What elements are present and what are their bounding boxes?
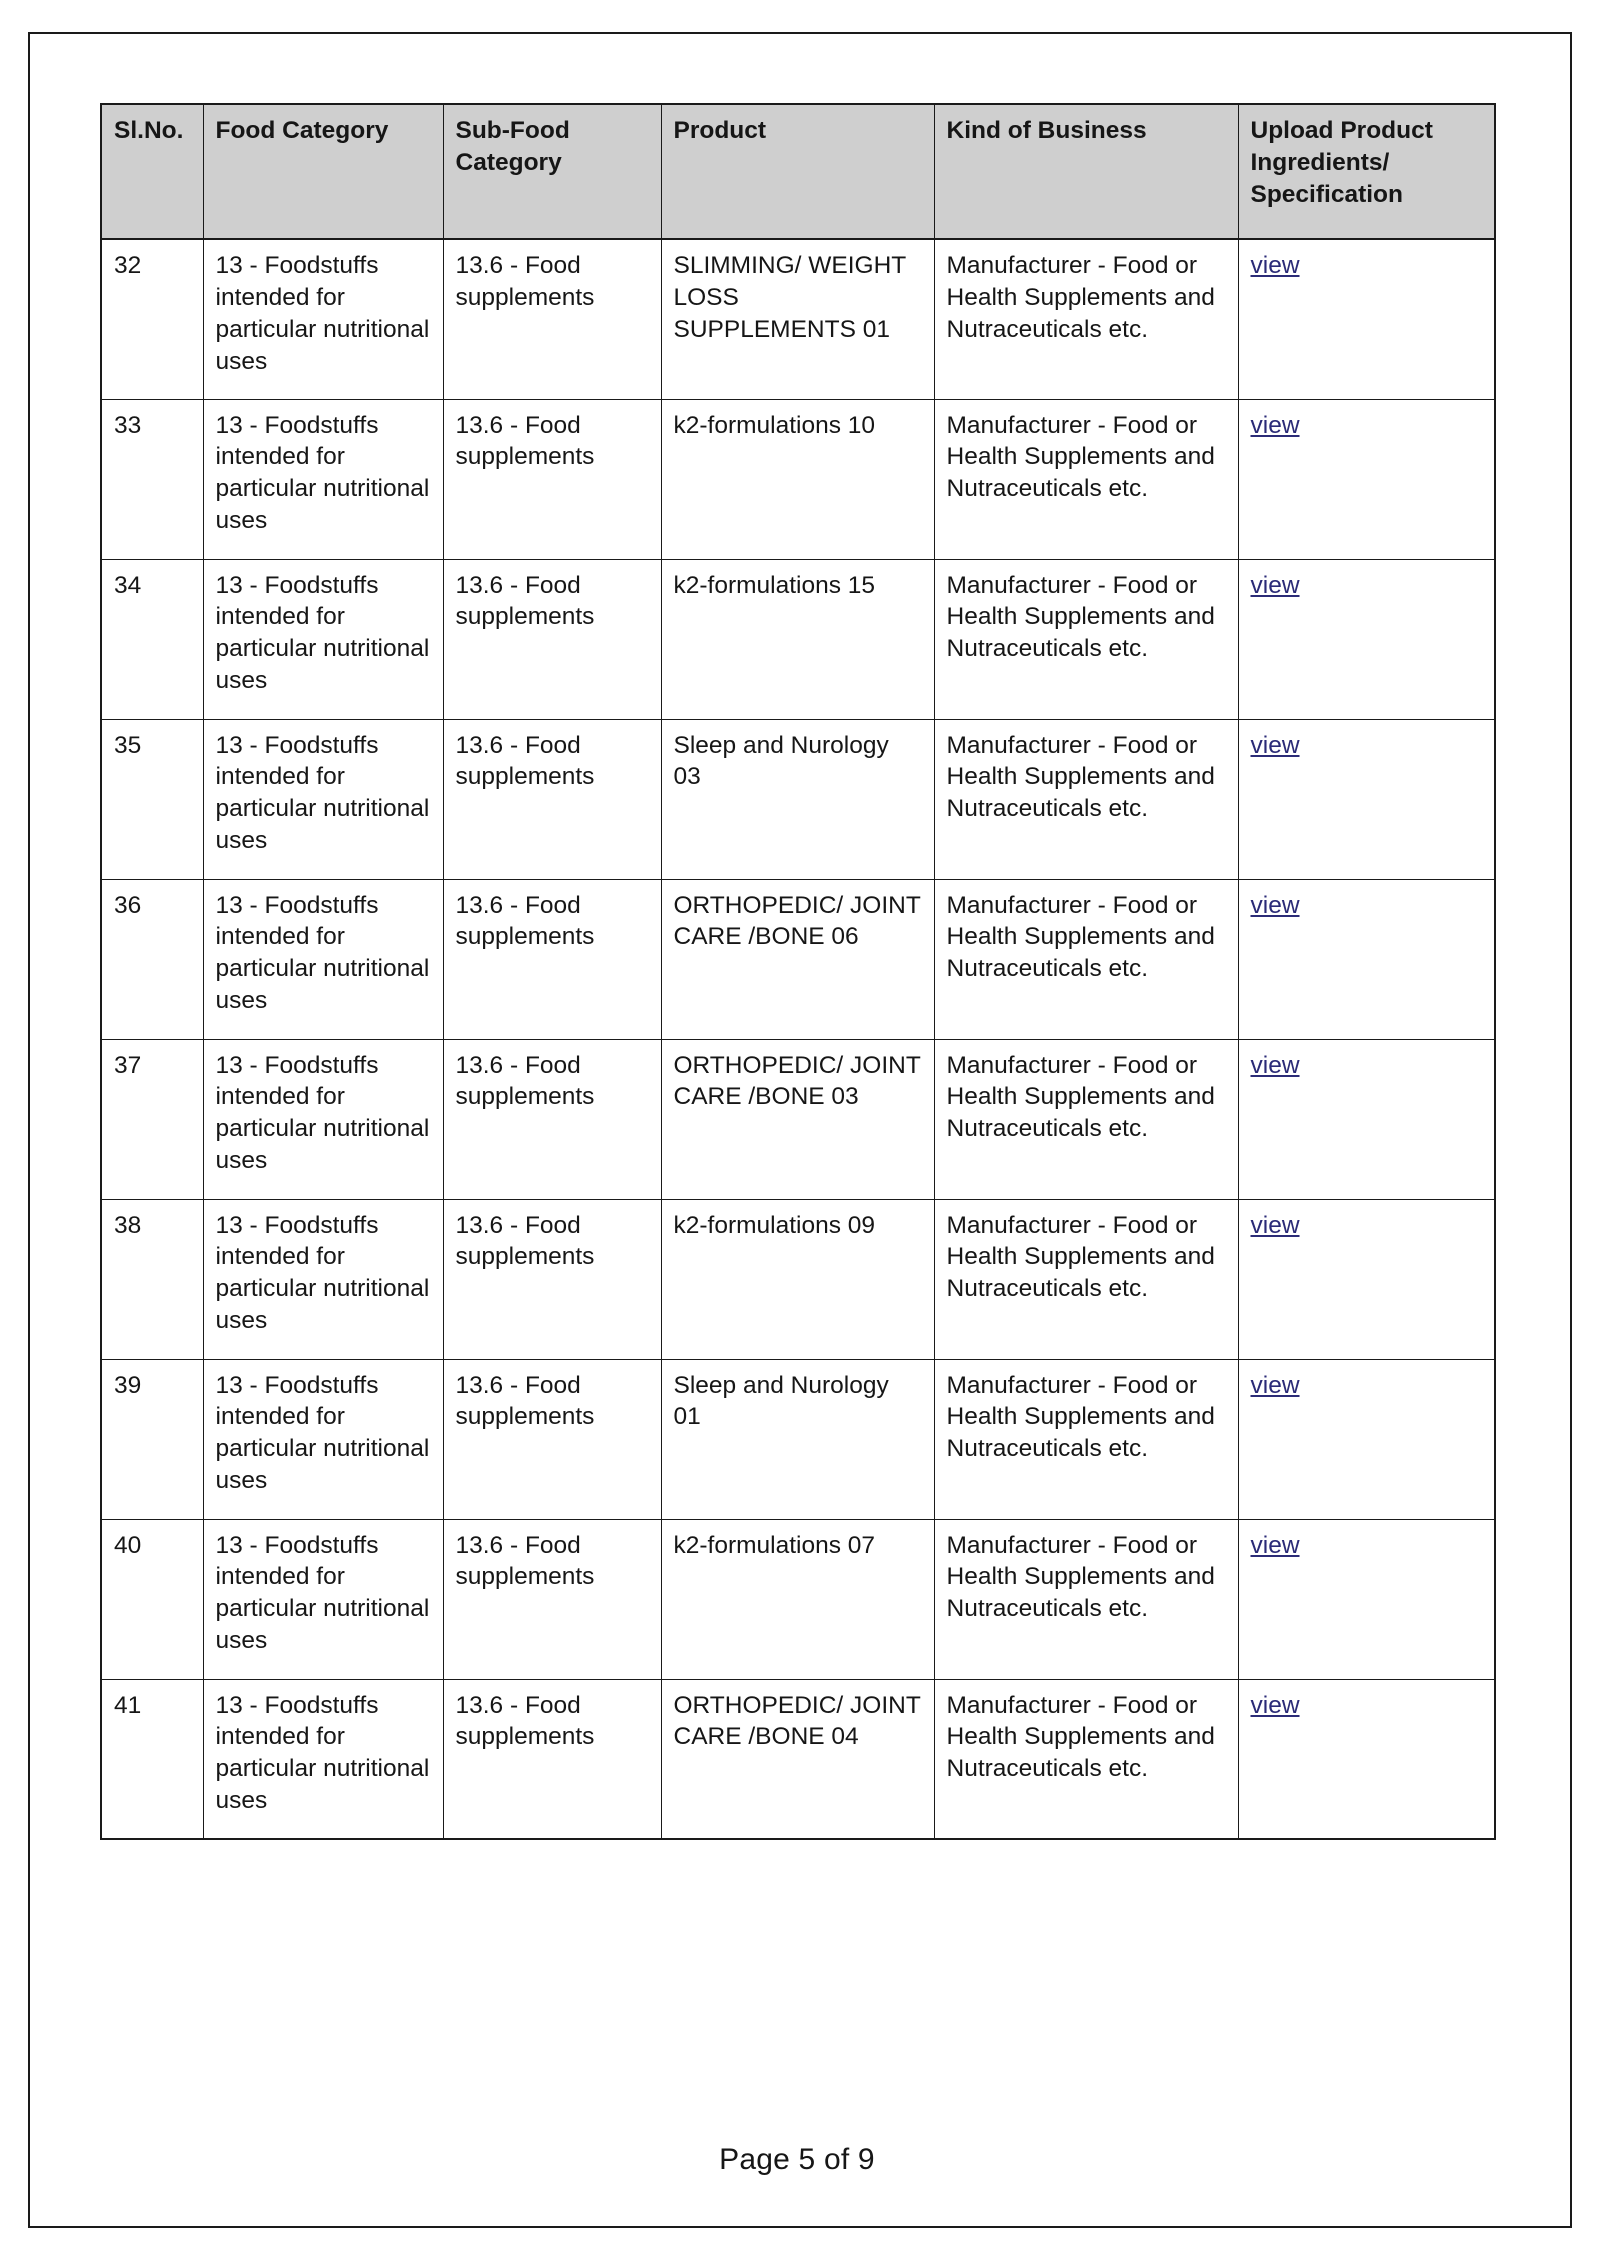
cell-kind-of-business: Manufacturer - Food or Health Supplements and Nutraceuticals etc. — [934, 1039, 1238, 1199]
cell-sl-no: 38 — [101, 1199, 203, 1359]
view-link[interactable]: view — [1250, 1371, 1300, 1399]
cell-upload — [1238, 1039, 1495, 1199]
cell-sub-food-category: 13.6 - Food supplements — [443, 1039, 661, 1199]
cell-upload — [1238, 1199, 1495, 1359]
cell-food-category: 13 - Foodstuffs intended for particular nutritional uses — [203, 559, 443, 719]
view-link[interactable]: view — [1250, 1211, 1300, 1239]
table-header-row — [101, 104, 1495, 239]
cell-product: k2-formulations 10 — [661, 399, 934, 559]
page-content-area — [100, 103, 1494, 2176]
cell-kind-of-business: Manufacturer - Food or Health Supplements and Nutraceuticals etc. — [934, 399, 1238, 559]
view-link[interactable]: view — [1250, 1691, 1300, 1719]
cell-sl-no: 41 — [101, 1679, 203, 1839]
cell-kind-of-business: Manufacturer - Food or Health Supplements and Nutraceuticals etc. — [934, 1199, 1238, 1359]
cell-sub-food-category: 13.6 - Food supplements — [443, 399, 661, 559]
cell-product: k2-formulations 15 — [661, 559, 934, 719]
cell-upload — [1238, 1359, 1495, 1519]
cell-food-category: 13 - Foodstuffs intended for particular nutritional uses — [203, 1359, 443, 1519]
cell-food-category: 13 - Foodstuffs intended for particular nutritional uses — [203, 239, 443, 399]
cell-sub-food-category: 13.6 - Food supplements — [443, 879, 661, 1039]
table-row — [101, 1679, 1495, 1839]
cell-product: Sleep and Nurology 03 — [661, 719, 934, 879]
view-link[interactable]: view — [1250, 1051, 1300, 1079]
cell-sub-food-category: 13.6 - Food supplements — [443, 1359, 661, 1519]
cell-upload — [1238, 1679, 1495, 1839]
column-header-sl-no: Sl.No. — [101, 104, 203, 239]
table-row — [101, 399, 1495, 559]
product-registration-table — [100, 103, 1496, 1840]
cell-product: k2-formulations 09 — [661, 1199, 934, 1359]
cell-sl-no: 40 — [101, 1519, 203, 1679]
table-header — [101, 104, 1495, 239]
column-header-product: Product — [661, 104, 934, 239]
cell-upload — [1238, 239, 1495, 399]
cell-product: ORTHOPEDIC/ JOINT CARE /BONE 03 — [661, 1039, 934, 1199]
column-header-sub-food-category: Sub-Food Category — [443, 104, 661, 239]
printed-page-frame — [28, 32, 1572, 2228]
column-header-upload-product-ingredients: Upload Product Ingredients/ Specification — [1238, 104, 1495, 239]
cell-product: Sleep and Nurology 01 — [661, 1359, 934, 1519]
cell-food-category: 13 - Foodstuffs intended for particular nutritional uses — [203, 1679, 443, 1839]
cell-food-category: 13 - Foodstuffs intended for particular nutritional uses — [203, 1519, 443, 1679]
cell-sub-food-category: 13.6 - Food supplements — [443, 559, 661, 719]
column-header-kind-of-business: Kind of Business — [934, 104, 1238, 239]
cell-product: ORTHOPEDIC/ JOINT CARE /BONE 04 — [661, 1679, 934, 1839]
view-link[interactable]: view — [1250, 731, 1300, 759]
table-row — [101, 879, 1495, 1039]
column-header-food-category: Food Category — [203, 104, 443, 239]
table-body — [101, 239, 1495, 1839]
cell-sl-no: 33 — [101, 399, 203, 559]
view-link[interactable]: view — [1250, 411, 1300, 439]
cell-kind-of-business: Manufacturer - Food or Health Supplements and Nutraceuticals etc. — [934, 559, 1238, 719]
cell-product: ORTHOPEDIC/ JOINT CARE /BONE 06 — [661, 879, 934, 1039]
table-row — [101, 1359, 1495, 1519]
cell-sl-no: 36 — [101, 879, 203, 1039]
cell-sl-no: 34 — [101, 559, 203, 719]
view-link[interactable]: view — [1250, 891, 1300, 919]
cell-sl-no: 39 — [101, 1359, 203, 1519]
cell-product: k2-formulations 07 — [661, 1519, 934, 1679]
page-number-footer: Page 5 of 9 — [719, 2143, 875, 2176]
table-row — [101, 1039, 1495, 1199]
cell-sub-food-category: 13.6 - Food supplements — [443, 1199, 661, 1359]
cell-product: SLIMMING/ WEIGHT LOSS SUPPLEMENTS 01 — [661, 239, 934, 399]
cell-food-category: 13 - Foodstuffs intended for particular nutritional uses — [203, 879, 443, 1039]
cell-upload — [1238, 879, 1495, 1039]
cell-kind-of-business: Manufacturer - Food or Health Supplements and Nutraceuticals etc. — [934, 1519, 1238, 1679]
cell-upload — [1238, 1519, 1495, 1679]
cell-sl-no: 32 — [101, 239, 203, 399]
table-row — [101, 1519, 1495, 1679]
cell-sub-food-category: 13.6 - Food supplements — [443, 1679, 661, 1839]
table-row — [101, 1199, 1495, 1359]
cell-upload — [1238, 559, 1495, 719]
cell-upload — [1238, 399, 1495, 559]
view-link[interactable]: view — [1250, 252, 1300, 279]
cell-sub-food-category: 13.6 - Food supplements — [443, 239, 661, 399]
view-link[interactable]: view — [1250, 571, 1300, 599]
table-row — [101, 559, 1495, 719]
cell-food-category: 13 - Foodstuffs intended for particular nutritional uses — [203, 1039, 443, 1199]
cell-sub-food-category: 13.6 - Food supplements — [443, 1519, 661, 1679]
cell-food-category: 13 - Foodstuffs intended for particular nutritional uses — [203, 1199, 443, 1359]
cell-kind-of-business: Manufacturer - Food or Health Supplements and Nutraceuticals etc. — [934, 879, 1238, 1039]
view-link[interactable]: view — [1250, 1531, 1300, 1559]
cell-sub-food-category: 13.6 - Food supplements — [443, 719, 661, 879]
cell-kind-of-business: Manufacturer - Food or Health Supplements and Nutraceuticals etc. — [934, 719, 1238, 879]
cell-kind-of-business: Manufacturer - Food or Health Supplements and Nutraceuticals etc. — [934, 1359, 1238, 1519]
cell-upload — [1238, 719, 1495, 879]
cell-sl-no: 35 — [101, 719, 203, 879]
cell-food-category: 13 - Foodstuffs intended for particular nutritional uses — [203, 719, 443, 879]
table-row — [101, 239, 1495, 399]
table-row — [101, 719, 1495, 879]
cell-sl-no: 37 — [101, 1039, 203, 1199]
cell-food-category: 13 - Foodstuffs intended for particular nutritional uses — [203, 399, 443, 559]
cell-kind-of-business: Manufacturer - Food or Health Supplements and Nutraceuticals etc. — [934, 239, 1238, 399]
cell-kind-of-business: Manufacturer - Food or Health Supplements and Nutraceuticals etc. — [934, 1679, 1238, 1839]
